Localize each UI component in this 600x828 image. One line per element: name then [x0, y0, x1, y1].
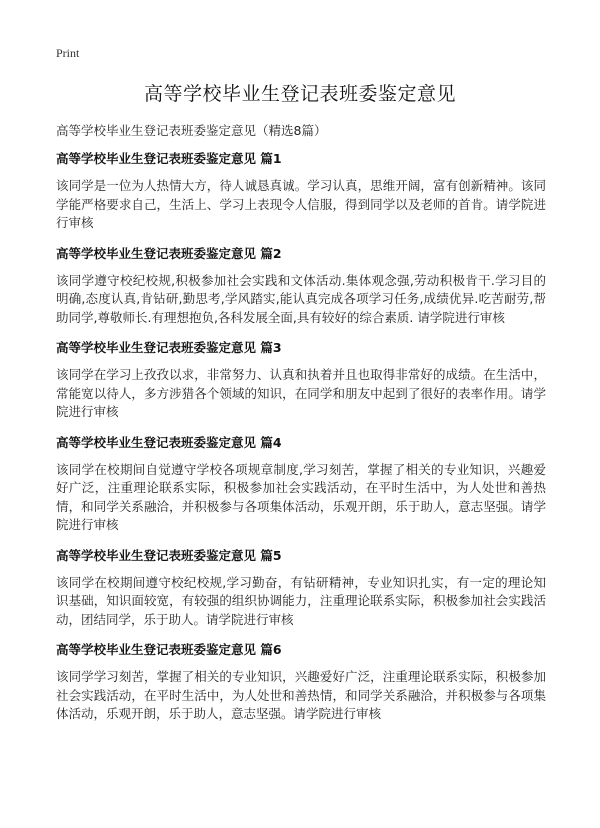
section-body: 该同学遵守校纪校规,积极参加社会实践和文体活动.集体观念强,劳动积极肯干.学习目的明确,态度认真,肯钻研,勤思考,学风踏实,能认真完成各项学习任务,成绩优异.吃苦耐劳,帮助同学,尊敬师长.有理想抱负,各科发展全面,具有较好的综合素质. 请学院进行审核 — [56, 272, 546, 325]
section-body: 该同学在学习上孜孜以求，非常努力、认真和执着并且也取得非常好的成绩。在生活中，常能宽以待人，多方涉猎各个领域的知识，在同学和朋友中起到了很好的表率作用。请学院进行审核 — [56, 367, 546, 419]
section-2 — [56, 245, 546, 328]
section-1 — [56, 150, 546, 233]
print-link[interactable]: Print — [56, 46, 80, 60]
document-subtitle: 高等学校毕业生登记表班委鉴定意见（精选8篇） — [56, 123, 327, 138]
page-title: 高等学校毕业生登记表班委鉴定意见 — [143, 83, 456, 105]
section-heading: 高等学校毕业生登记表班委鉴定意见 篇3 — [56, 340, 282, 355]
section-heading: 高等学校毕业生登记表班委鉴定意见 篇5 — [56, 547, 282, 563]
section-body: 该同学在校期间遵守校纪校规,学习勤奋，有钻研精神，专业知识扎实，有一定的理论知识基础，知识面较宽，有较强的组织协调能力，注重理论联系实际，积极参加社会实践活动，团结同学，乐于助人。请学院进行审核 — [56, 574, 546, 627]
section-body: 该同学是一位为人热情大方，待人诚恳真诚。学习认真，思维开阔，富有创新精神。该同学能严格要求自己，生活上、学习上表现令人信服，得到同学以及老师的首肯。请学院进行审核 — [56, 178, 546, 230]
section-body: 该同学学习刻苦，掌握了相关的专业知识，兴趣爱好广泛，注重理论联系实际，积极参加社会实践活动，在平时生活中，为人处世和善热情，和同学关系融洽，并积极参与各项集体活动，乐观开朗，乐于助人，意志坚强。请学院进行审核 — [56, 669, 546, 721]
section-heading: 高等学校毕业生登记表班委鉴定意见 篇2 — [56, 245, 282, 261]
section-heading: 高等学校毕业生登记表班委鉴定意见 篇4 — [56, 434, 282, 450]
sections-container — [56, 150, 546, 724]
section-5 — [56, 547, 546, 630]
section-4 — [56, 434, 546, 535]
section-heading: 高等学校毕业生登记表班委鉴定意见 篇6 — [56, 642, 282, 657]
section-6 — [56, 641, 546, 724]
section-body: 该同学在校期间自觉遵守学校各项规章制度,学习刻苦，掌握了相关的专业知识，兴趣爱好广泛，注重理论联系实际，积极参加社会实践活动，在平时生活中，为人处世和善热情，和同学关系融洽，并积极参与各项集体活动，乐观开朗，乐于助人，意志坚强。请学院进行审核 — [56, 461, 546, 532]
section-heading: 高等学校毕业生登记表班委鉴定意见 篇1 — [56, 151, 282, 166]
section-3 — [56, 339, 546, 422]
